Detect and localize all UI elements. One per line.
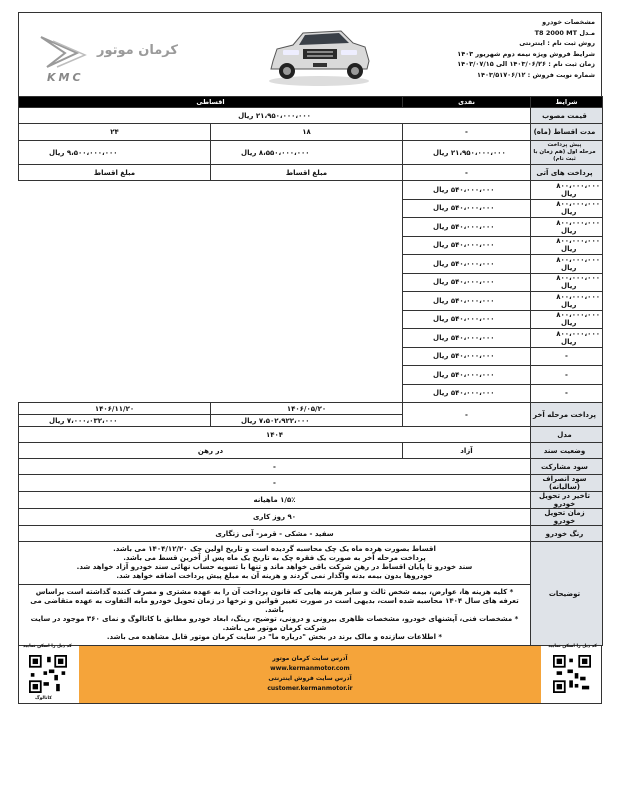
installment-row [19, 310, 603, 329]
installment-plan-b-cell: ۵۴۰،۰۰۰،۰۰۰ ریال [403, 347, 531, 366]
installment-row [19, 384, 603, 403]
installment-row [19, 181, 603, 200]
table-row [19, 141, 603, 165]
info-line: زمان ثبت نام : ۱۴۰۳/۰۶/۲۶ الی ۱۴۰۳/۰۷/۱۵ [457, 60, 595, 68]
qr-caption-right: کد ذیل را اسکن نمایید [548, 644, 597, 649]
info-line: شماره نوبت فروش : ۱۴۰۳/۵۱۷۰۶/۱۲ [477, 70, 595, 79]
table-row [19, 542, 603, 585]
footer-links [79, 646, 541, 703]
cancellation-value: - [19, 475, 531, 492]
installment-plan-a-cell: - [531, 384, 603, 403]
final-amount-a: ۷،۵۰۲،۹۲۲،۰۰۰ ریال [211, 415, 403, 427]
note-item: * مشخصات فنی، آپشنهای خودرو، مشخصات ظاهری بیرونی و درونی، توضیح، رینگ، ابعاد خودرو مطابق با کاتالوگ و نمای ۳۶۰ موجود در سایت شرکت کرمان موتور می باشد. [30, 615, 519, 632]
table-row [19, 443, 603, 459]
installment-plan-b-cell: ۵۴۰،۰۰۰،۰۰۰ ریال [403, 236, 531, 255]
final-amount-b: ۷،۰۰۰،۰۳۲،۰۰۰ ریال [19, 415, 211, 427]
sales-url[interactable]: customer.kermanmotor.ir [267, 685, 353, 692]
final-cash: - [403, 403, 531, 427]
installment-plan-b-cell: ۵۴۰،۰۰۰،۰۰۰ ریال [403, 310, 531, 329]
installment-col-header-b: مبلغ اقساط [19, 165, 211, 181]
note-item: اقساط بصورت هرده ماه یک چک محاسبه گردیده است و تاریخ اولین چک ۱۴۰۴/۱۲/۲۰ می باشد. [113, 545, 436, 553]
installment-plan-a-cell: ۸۰۰،۰۰۰،۰۰۰ ریال [531, 292, 603, 311]
participation-value: - [19, 459, 531, 475]
installment-row [19, 255, 603, 274]
brand-name: کرمان موتور [97, 43, 178, 58]
installment-plan-b-cell: ۵۴۰،۰۰۰،۰۰۰ ریال [403, 366, 531, 385]
qr-caption-left: کد ذیل را اسکن نمایید [23, 644, 72, 649]
header-info [457, 17, 595, 80]
table-row [19, 108, 603, 124]
price-value: ۲۱،۹۵۰،۰۰۰،۰۰۰ ریال [19, 108, 531, 124]
duration-plan-a: ۱۸ [211, 124, 403, 141]
installment-row [19, 199, 603, 218]
table-row [19, 585, 603, 646]
participation-label: سود مشارکت [531, 459, 603, 475]
table-header-row [19, 97, 603, 108]
table-row [19, 427, 603, 443]
note-item: خودروها بدون بیمه بدنه واگذار نمی گردند و هزینه آن به مبلغ پیش پرداخت اضافه خواهد شد. [116, 572, 433, 580]
final-date-b: ۱۴۰۶/۱۱/۲۰ [19, 403, 211, 415]
installment-plan-b-cell: ۵۴۰،۰۰۰،۰۰۰ ریال [403, 255, 531, 274]
table-row [19, 526, 603, 542]
sales-label: آدرس سایت فروش اینترنتی [268, 675, 352, 682]
installment-plan-a-cell: ۸۰۰،۰۰۰،۰۰۰ ریال [531, 236, 603, 255]
prepayment-sub-label: مرحله اول (هم زمان با ثبت نام) [533, 149, 596, 162]
installment-plan-b-cell: ۵۴۰،۰۰۰،۰۰۰ ریال [403, 273, 531, 292]
document-cash: آزاد [403, 443, 531, 459]
duration-cash: - [403, 124, 531, 141]
prepayment-plan-b: ۹،۵۰۰،۰۰۰،۰۰۰ ریال [19, 141, 211, 165]
delay-value: ۱/۵٪ ماهیانه [19, 492, 531, 509]
installments-label: پرداخت های آتی [531, 165, 603, 181]
price-label: قیمت مصوب [531, 108, 603, 124]
installment-col-header-a: مبلغ اقساط [211, 165, 403, 181]
header-conditions: شرایط [531, 97, 603, 108]
installment-plan-a-cell: - [531, 347, 603, 366]
info-line: مـدل T8 2000 MT [534, 28, 595, 37]
delivery-value: ۹۰ روز کاری [19, 509, 531, 526]
installment-plan-a-cell: ۸۰۰،۰۰۰،۰۰۰ ریال [531, 255, 603, 274]
note-item: * کلیه هزینه ها، عوارض، بیمه شخص ثالث و سایر هزینه هایی که قانون پرداخت آن را به عهده مشتری و مصرف کننده گذاشته است براساس تعرفه های سال ۱۴۰۴ محاسبه شده است، بدیهی است در صورت تغییر قوانین و نرخها در زمان تحویل خودرو مابه التفاوت به عهده متقاضی می باشد. [30, 588, 519, 614]
model-label: مدل [531, 427, 603, 443]
duration-plan-b: ۲۴ [19, 124, 211, 141]
installment-row [19, 366, 603, 385]
note-item: سند خودرو تا پایان اقساط در رهن شرکت باقی خواهد ماند و تنها با تسویه حساب نهائی سند خودرو آزاد خواهد شد. [76, 563, 473, 571]
qr-code-left-icon[interactable] [29, 654, 67, 694]
installment-plan-a-cell: - [531, 366, 603, 385]
document-label: وضعیت سند [531, 443, 603, 459]
site-url[interactable]: www.kermanmotor.com [270, 665, 350, 672]
prepayment-plan-a: ۸،۵۵۰،۰۰۰،۰۰۰ ریال [211, 141, 403, 165]
table-row [19, 475, 603, 492]
document-installment: در رهن [19, 443, 403, 459]
table-row [19, 124, 603, 141]
prepayment-label [531, 141, 603, 165]
final-label: پرداخت مرحله آخر [531, 403, 603, 427]
prepayment-main-label: پیش پرداخت [547, 142, 582, 148]
sheet-header [18, 12, 602, 96]
duration-label: مدت اقساط (ماه) [531, 124, 603, 141]
pickup-truck-image [263, 19, 375, 87]
installment-row [19, 292, 603, 311]
installment-plan-b-cell: ۵۴۰،۰۰۰،۰۰۰ ریال [403, 384, 531, 403]
table-row [19, 459, 603, 475]
installment-plan-a-cell: ۸۰۰،۰۰۰،۰۰۰ ریال [531, 218, 603, 237]
table-row [19, 165, 603, 181]
model-value: ۱۴۰۴ [19, 427, 531, 443]
table-row [19, 509, 603, 526]
info-line: روش ثبت نام : اینترنتی [519, 39, 595, 47]
note-item: * اطلاعات سازنده و مالک برند در بخش "درباره ما" در سایت کرمان موتور قابل مشاهده می باشد. [106, 633, 443, 641]
svg-text:KMC: KMC [47, 71, 84, 84]
installment-plan-b-cell: ۵۴۰،۰۰۰،۰۰۰ ریال [403, 292, 531, 311]
colors-label: رنگ خودرو [531, 526, 603, 542]
installment-plan-b-cell: ۵۴۰،۰۰۰،۰۰۰ ریال [403, 218, 531, 237]
final-date-a: ۱۴۰۶/۰۵/۲۰ [211, 403, 403, 415]
table-row [19, 403, 603, 415]
prepayment-cash: ۲۱،۹۵۰،۰۰۰،۰۰۰ ریال [403, 141, 531, 165]
sheet-footer [18, 646, 602, 704]
site-label: آدرس سایت کرمان موتور [272, 655, 348, 662]
installment-plan-a-cell: ۸۰۰،۰۰۰،۰۰۰ ریال [531, 199, 603, 218]
installment-plan-a-cell: ۸۰۰،۰۰۰،۰۰۰ ریال [531, 310, 603, 329]
colors-value: سفید - مشکی - قرمز- آبی زنگاری [19, 526, 531, 542]
delay-label: تاخیر در تحویل خودرو [531, 492, 603, 509]
installment-row [19, 236, 603, 255]
installment-plan-b-cell: ۵۴۰،۰۰۰،۰۰۰ ریال [403, 329, 531, 348]
installment-row [19, 273, 603, 292]
cancellation-label: سود انصراف (سالیانه) [531, 475, 603, 492]
delivery-label: زمان تحویل خودرو [531, 509, 603, 526]
installment-row [19, 347, 603, 366]
installment-row [19, 329, 603, 348]
conditions-table [18, 96, 603, 646]
header-installment: اقساطی [19, 97, 403, 108]
notes-inner [19, 542, 531, 585]
notes-label: توضیحات [531, 542, 603, 646]
qr-code-right-icon[interactable] [553, 654, 591, 694]
installment-plan-a-cell: ۸۰۰،۰۰۰،۰۰۰ ریال [531, 181, 603, 200]
installment-row [19, 218, 603, 237]
price-sheet [18, 12, 602, 704]
info-line: مشخصات خودرو [542, 18, 595, 26]
installment-plan-a-cell: ۸۰۰،۰۰۰،۰۰۰ ریال [531, 273, 603, 292]
header-cash: نقدی [403, 97, 531, 108]
note-item: پرداخت مرحله آخر به صورت یک فقره چک به تاریخ یک ماه پس از آخرین قسط می باشد. [123, 554, 426, 562]
qr-sub-left: کاتالوگ [35, 696, 52, 701]
info-line: شرایط فروش ویژه نیمه دوم شهریور ۱۴۰۳ [457, 49, 595, 58]
notes-outer [19, 585, 531, 646]
installment-rows [19, 181, 603, 403]
installment-plan-b-cell: ۵۴۰،۰۰۰،۰۰۰ ریال [403, 181, 531, 200]
installments-cash: - [403, 165, 531, 181]
installment-plan-a-cell: ۸۰۰،۰۰۰،۰۰۰ ریال [531, 329, 603, 348]
installment-plan-b-cell: ۵۴۰،۰۰۰،۰۰۰ ریال [403, 199, 531, 218]
kmc-logo [33, 31, 149, 85]
table-row [19, 492, 603, 509]
